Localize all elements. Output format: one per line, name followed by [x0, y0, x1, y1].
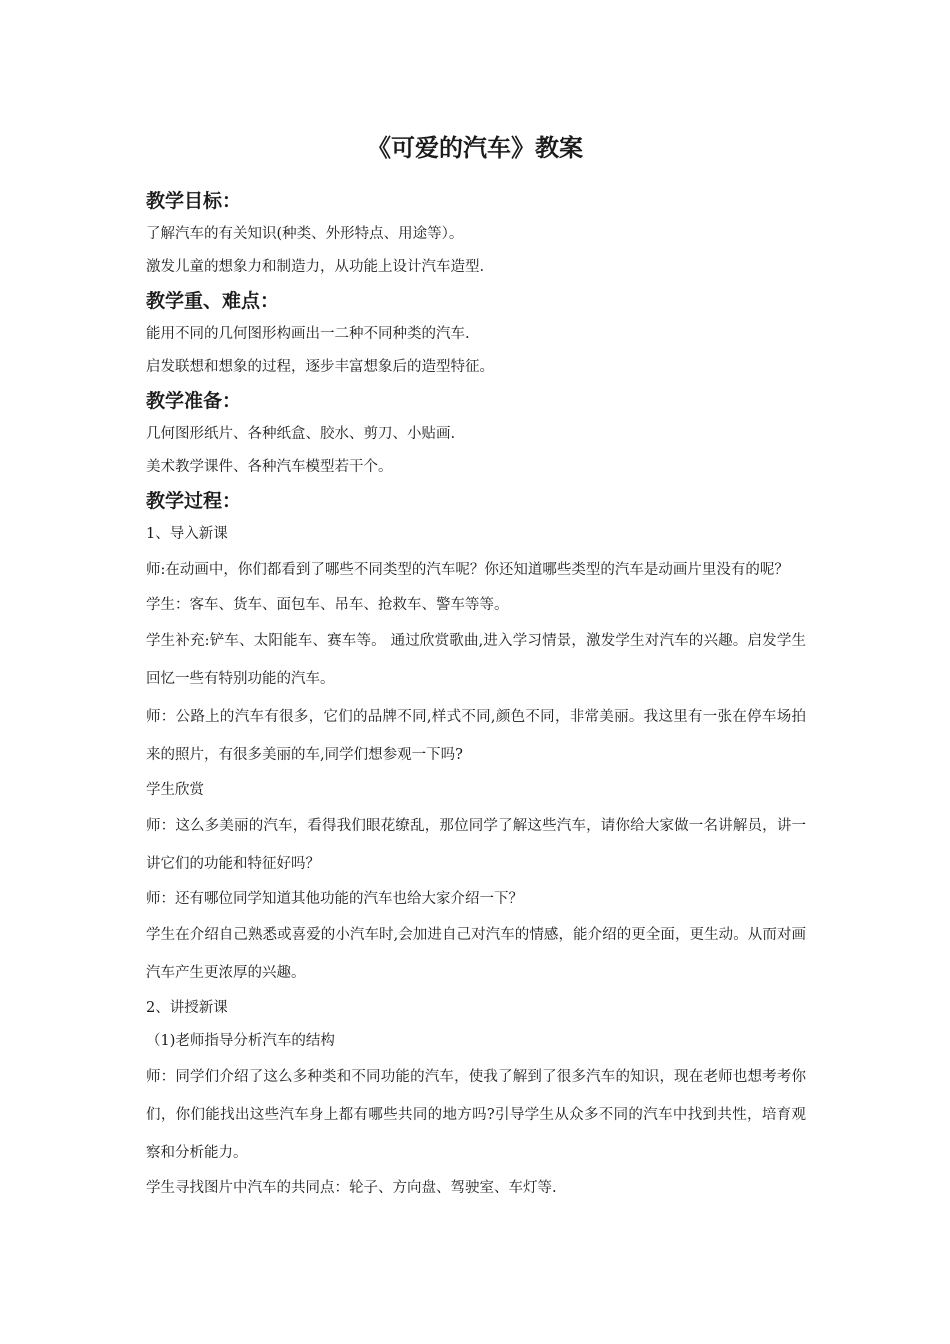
prep-line-2: 美术教学课件、各种汽车模型若干个。 [146, 459, 393, 475]
section-key-points [146, 284, 806, 384]
process-paragraph: 师：这么多美丽的汽车，看得我们眼花缭乱，那位同学了解这些汽车，请你给大家做一名讲解员，讲一讲它们的功能和特征好吗？ [146, 818, 806, 872]
goals-line-2: 激发儿童的想象力和制造力，从功能上设计汽车造型. [146, 259, 485, 275]
process-paragraph: 学生寻找图片中汽车的共同点：轮子、方向盘、驾驶室、车灯等. [146, 1180, 557, 1196]
section-process [146, 484, 806, 1205]
process-paragraph: 学生补充:铲车、太阳能车、赛车等。 通过欣赏歌曲,进入学习情景，激发学生对汽车的兴趣。启发学生回忆一些有特别功能的汽车。 [146, 633, 806, 687]
section-teaching-goals [146, 184, 806, 284]
document-body [146, 184, 806, 1205]
process-paragraph: 师:在动画中，你们都看到了哪些不同类型的汽车呢？你还知道哪些类型的汽车是动画片里没有的呢？ [146, 562, 789, 578]
process-paragraph: 师：同学们介绍了这么多种类和不同功能的汽车，使我了解到了很多汽车的知识，现在老师也想考考你们，你们能找出这些汽车身上都有哪些共同的地方吗?引导学生从众多不同的汽车中找到共性，培育观察和分析能力。 [146, 1069, 806, 1161]
process-paragraph: 师：公路上的汽车有很多，它们的品牌不同,样式不同,颜色不同，非常美丽。我这里有一张在停车场拍来的照片，有很多美丽的车,同学们想参观一下吗? [146, 709, 806, 763]
prep-line-1: 几何图形纸片、各种纸盒、胶水、剪刀、小贴画. [146, 426, 456, 442]
process-step-2-label: 2、讲授新课 [146, 1000, 228, 1016]
process-substep-label: （1)老师指导分析汽车的结构 [146, 1033, 335, 1049]
focus-line-2: 启发联想和想象的过程，逐步丰富想象后的造型特征。 [146, 359, 494, 375]
section-preparation [146, 384, 806, 484]
process-paragraph: 师：还有哪位同学知道其他功能的汽车也给大家介绍一下？ [146, 891, 523, 907]
focus-line-1: 能用不同的几何图形构画出一二种不同种类的汽车. [146, 326, 470, 342]
process-paragraph: 学生欣赏 [146, 782, 204, 798]
section-heading-focus: 教学重、难点： [146, 290, 280, 312]
process-paragraph: 学生：客车、货车、面包车、吊车、抢救车、警车等等。 [146, 597, 509, 613]
document-title: 《可爱的汽车》教案 [367, 133, 583, 162]
section-heading-goals: 教学目标： [146, 190, 242, 212]
process-step-1-label: 1、导入新课 [146, 526, 228, 542]
process-paragraph: 学生在介绍自己熟悉或喜爱的小汽车时,会加进自己对汽车的情感，能介绍的更全面，更生动。从而对画汽车产生更浓厚的兴趣。 [146, 927, 806, 981]
goals-line-1: 了解汽车的有关知识(种类、外形特点、用途等）。 [146, 226, 464, 242]
section-heading-process: 教学过程： [146, 490, 242, 512]
section-heading-prep: 教学准备： [146, 390, 242, 412]
